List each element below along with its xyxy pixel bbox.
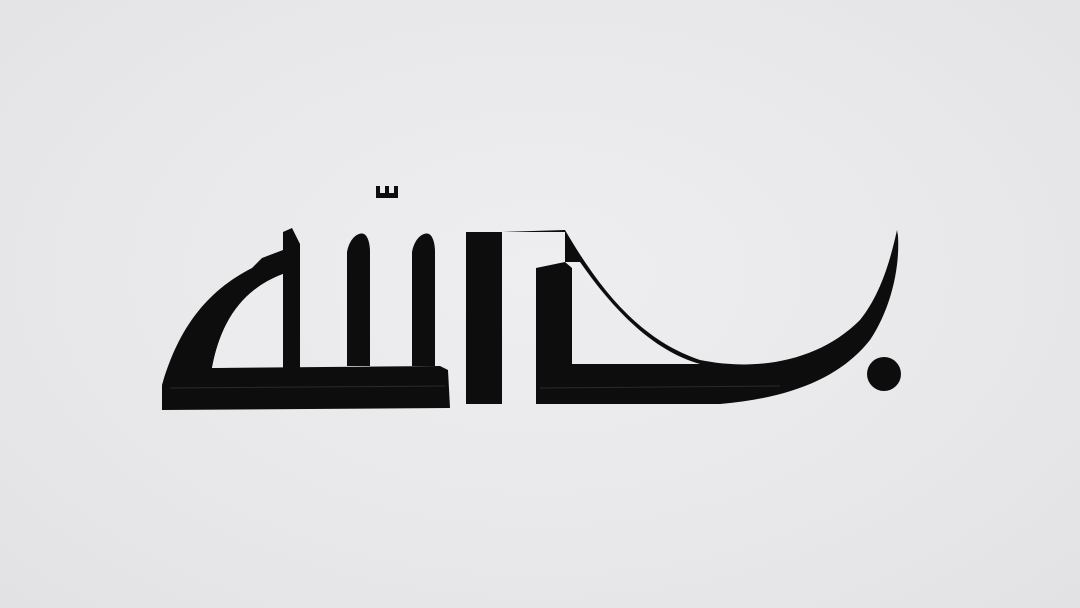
swoosh-stroke [502, 230, 898, 404]
shadda-mark [376, 186, 398, 198]
swoosh-inner-fill [536, 262, 572, 268]
vertical-stroke [412, 234, 435, 366]
vertical-stroke [347, 234, 370, 366]
arch-stroke [162, 228, 450, 410]
block-stroke [466, 232, 502, 404]
dot-mark [867, 357, 901, 391]
